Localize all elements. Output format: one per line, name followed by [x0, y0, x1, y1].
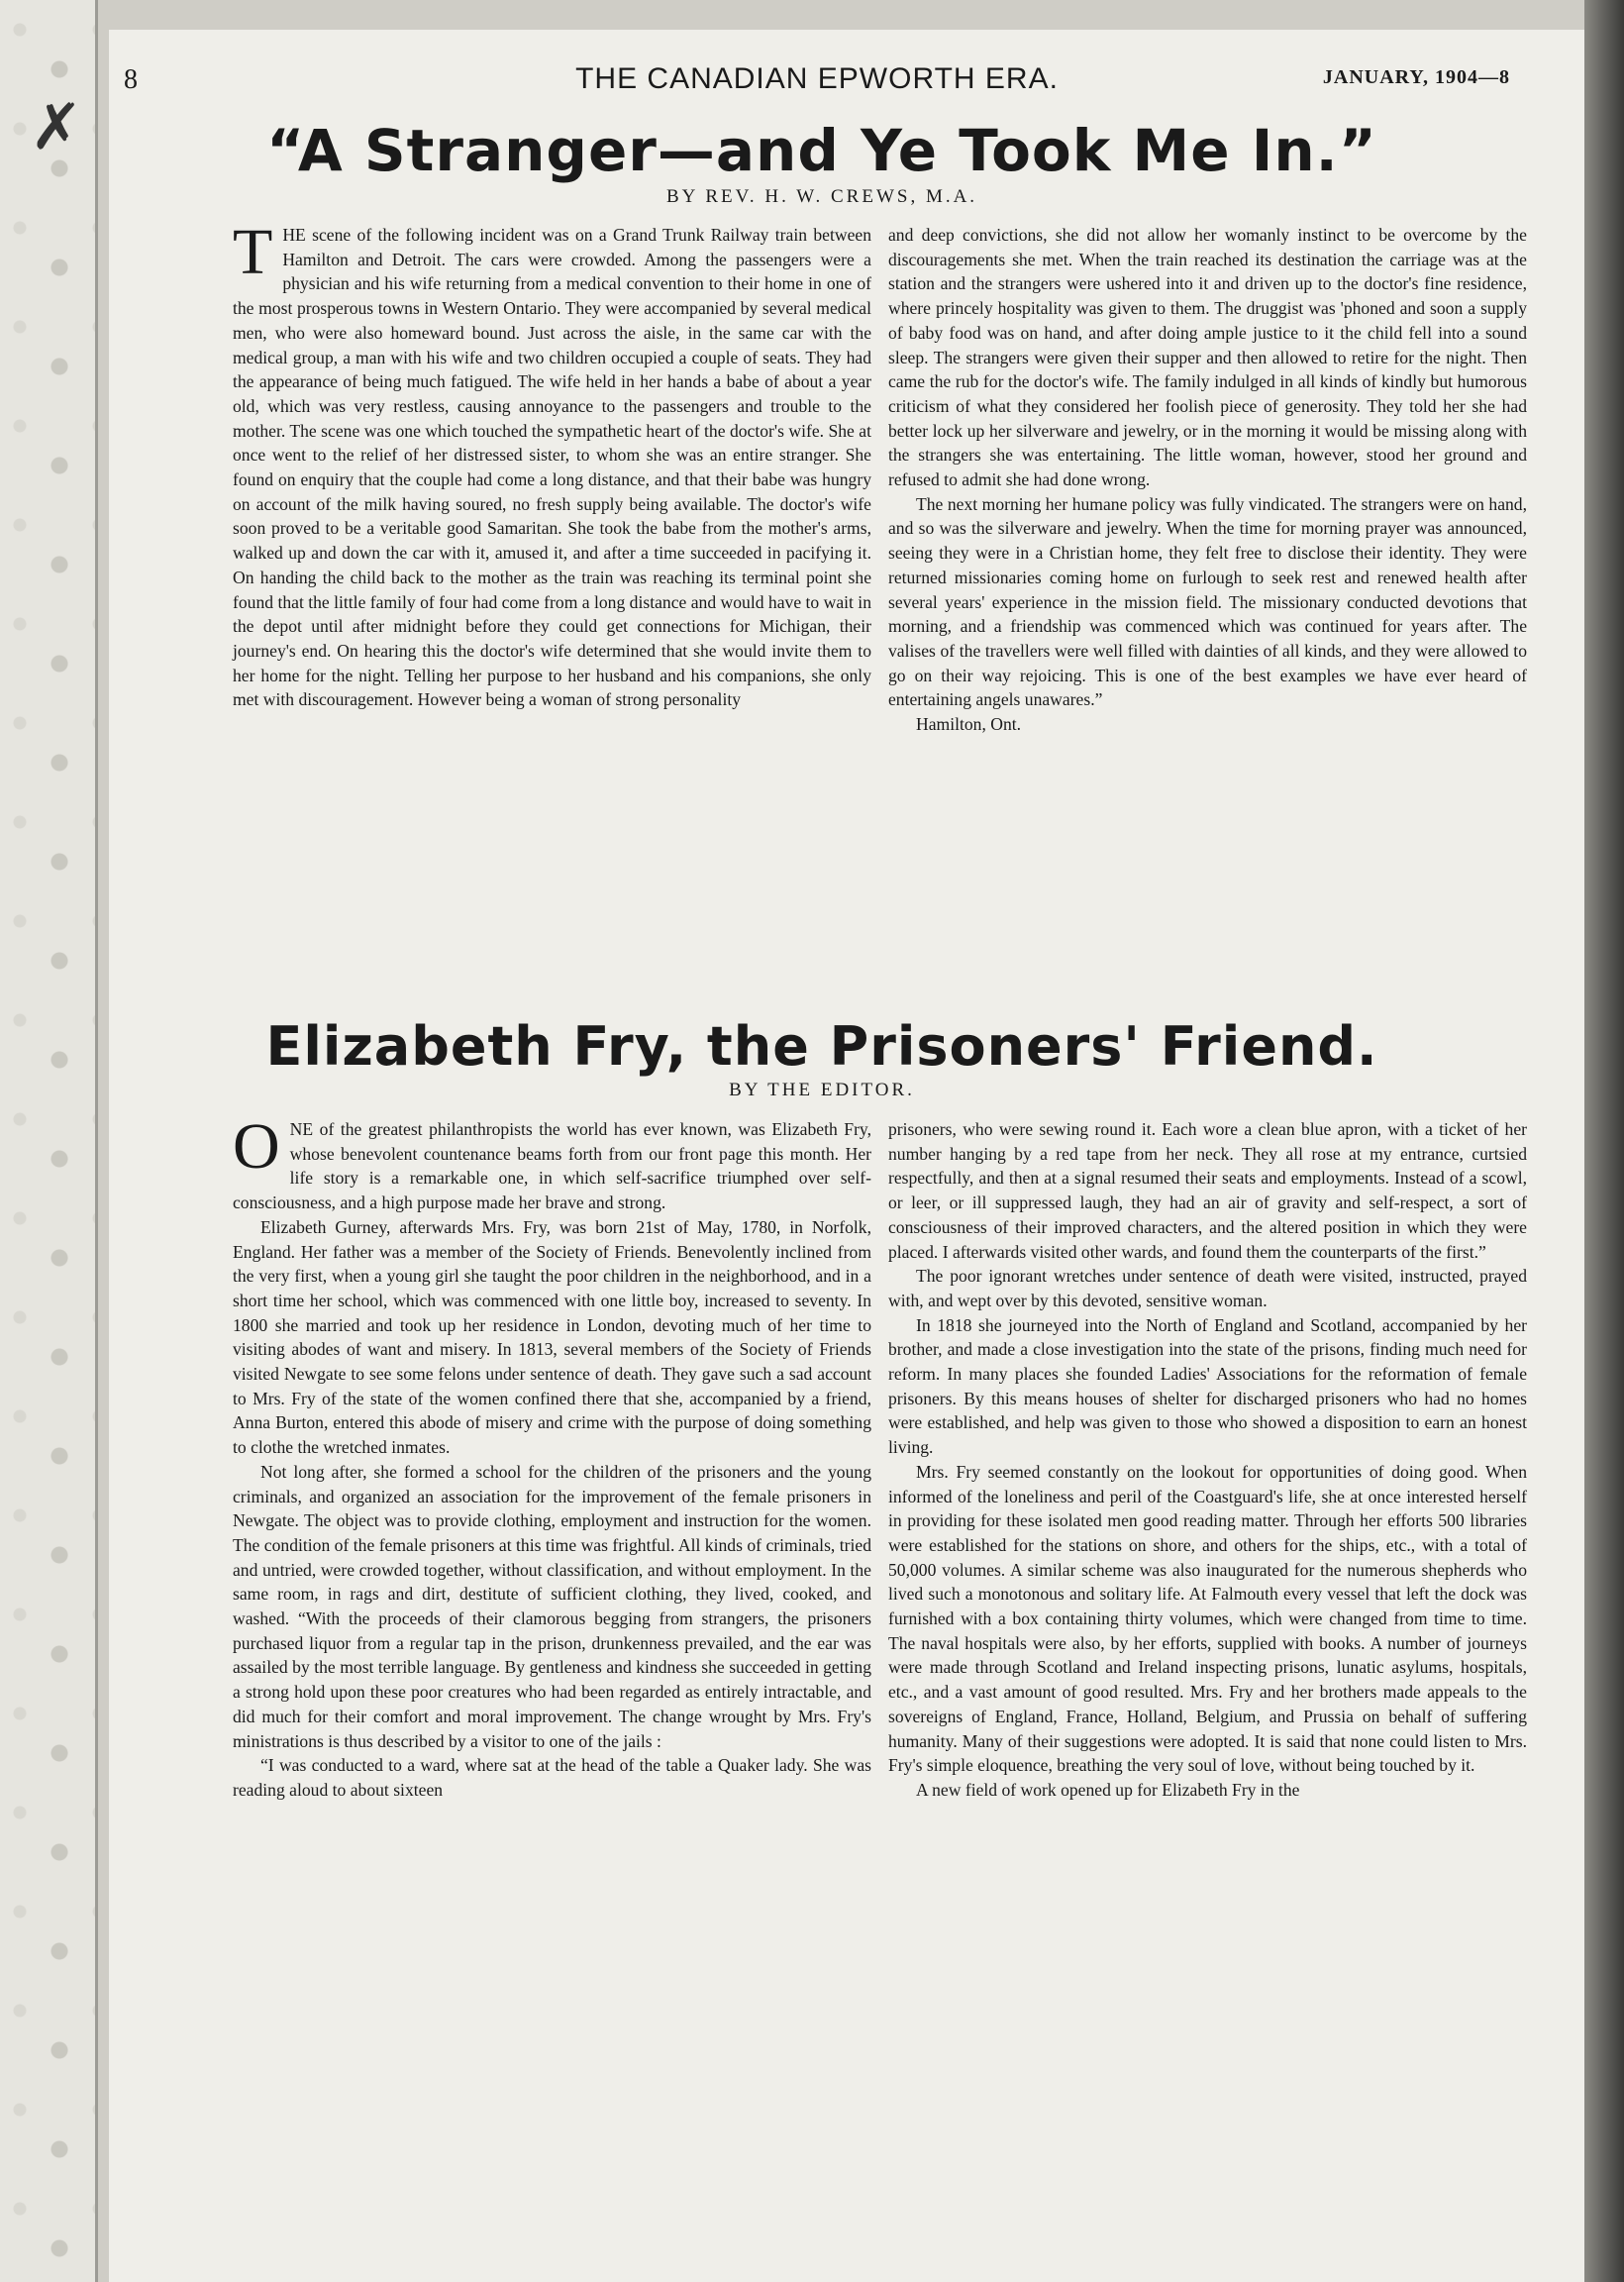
paragraph: Mrs. Fry seemed constantly on the lookout for opportunities of doing good. When informed of the loneliness and peril of the Coastguard's life, she at once interested herself in providing for these isolated men good reading matter. Through her efforts 500 libraries were established for the stations on shore, and others for the ships, etc., with a total of 50,000 volumes. A similar scheme was also inaugurated for the numerous shepherds who lived such a monotonous and solitary life. At Falmouth every vessel that left the dock was furnished with a box containing thirty volumes, which were changed from time to time. The naval hospitals were also, by her efforts, supplied with books. A number of journeys were made through Scotland and Ireland inspecting prisons, lunatic asylums, hospitals, etc., and a vast amount of good resulted. Mrs. Fry and her brothers made appeals to the sovereigns of England, France, Holland, Belgium, and Prussia on behalf of suffering humanity. Many of their suggestions were adopted. It is said that none could listen to Mrs. Fry's simple eloquence, breathing the very soul of love, without being touched by it.	[888, 1461, 1527, 1776]
pencil-mark: ✗	[30, 91, 83, 164]
paragraph: ONE of the greatest philanthropists the world has ever known, was Elizabeth Fry, whose benevolent countenance beams forth from our front page this month. Her life story is a remarkable one, in which self-sacrifice triumphed over self-consciousness, and a high purpose made her brave and strong.	[233, 1110, 871, 1213]
paragraph: The poor ignorant wretches under sentence of death were visited, instructed, prayed with, and wept over by this devoted, sensitive woman.	[888, 1266, 1527, 1310]
signature: Hamilton, Ont.	[916, 714, 1022, 735]
article-title-fry: Elizabeth Fry, the Prisoners' Friend.	[265, 1015, 1378, 1078]
paragraph: and deep convictions, she did not allow her womanly instinct to be overcome by the discouragements she met. When the train reached its destination the carriage was at the station and the strangers were ushered into it and driven up to the doctor's fine residence, where princely hospitality was given to them. The druggist was 'phoned and soon a supply of baby food was on hand, and after doing ample justice to it the child fell into a sound sleep. The strangers were given their supper and then allowed to retire for the night. Then came the rub for the doctor's wife. The family indulged in all kinds of kindly but humorous criticism of what they considered her foolish piece of generosity. They told her she had better lock up her silverware and jewelry, or in the morning it would be missing along with the strangers she was entertaining. The little woman, however, stood her ground and refused to admit she had done wrong.	[888, 225, 1527, 490]
paragraph: A new field of work opened up for Elizabeth Fry in the	[916, 1779, 1300, 1800]
paragraph: “I was conducted to a ward, where sat at the head of the table a Quaker lady. She was reading aloud to about sixteen	[233, 1755, 871, 1800]
journal-title: THE CANADIAN EPWORTH ERA.	[575, 62, 1059, 95]
drop-cap: T	[233, 216, 273, 288]
article-stranger-column-2	[888, 223, 1527, 737]
article-stranger-column-1	[233, 216, 871, 712]
drop-cap: O	[233, 1110, 280, 1183]
page-header	[124, 45, 1510, 94]
paragraph: Not long after, she formed a school for the children of the prisoners and the young criminals, and organized an association for the improvement of the female prisoners in Newgate. The object was to provide clothing, employment and instruction for the women. The condition of the female prisoners at this time was frightful. All kinds of criminals, tried and untried, were crowded together, without classification, and without employment. In the same room, in rags and dirt, destitute of sufficient clothing, they lived, cooked, and washed. “With the proceeds of their clamorous begging from strangers, the prisoners purchased liquor from a regular tap in the prison, drunkenness prevailed, and the ear was assailed by the most terrible language. By gentleness and kindness she succeeded in getting a strong hold upon these poor creatures who had been regarded as entirely intractable, and did much for their comfort and moral improvement. The change wrought by Mrs. Fry's ministrations is thus described by a visitor to one of the jails :	[233, 1461, 871, 1751]
issue-date: JANUARY, 1904—8	[1322, 66, 1510, 88]
page-binding	[0, 0, 98, 2282]
article-fry-column-2	[888, 1117, 1527, 1803]
paragraph: In 1818 she journeyed into the North of England and Scotland, accompanied by her brother, and made a close investigation into the state of the prisons, finding much need for reform. In many places she founded Ladies' Associations for the reformation of female prisoners. By this means houses of shelter for discharged prisoners who had no homes were established, and help was given to those who showed a disposition to earn an honest living.	[888, 1314, 1527, 1458]
paragraph: The next morning her humane policy was fully vindicated. The strangers were on hand, and so was the silverware and jewelry. When the time for morning prayer was announced, seeing they were in a Christian home, they felt free to disclose their identity. They were returned missionaries coming home on furlough to seek rest and renewed health after several years' experience in the mission field. The missionary conducted devotions that morning, and a friendship was commenced which was continued for years after. The valises of the travellers were well filled with dainties of all kinds, and they were allowed to go on their way rejoicing. This is one of the best examples we have ever heard of entertaining angels unawares.”	[888, 493, 1527, 710]
article-title-stranger: “A Stranger—and Ye Took Me In.”	[266, 117, 1377, 184]
paragraph: Elizabeth Gurney, afterwards Mrs. Fry, was born 21st of May, 1780, in Norfolk, England. Her father was a member of the Society of Friends. Benevolently inclined from the very first, when a young girl she taught the poor children in the neighborhood, and in a short time her school, which was commenced with one little boy, increased to seventy. In 1800 she married and took up her residence in London, devoting much of her time to visiting abodes of want and misery. In 1813, several members of the Society of Friends visited Newgate to see some felons under sentence of death. They gave such a sad account to Mrs. Fry of the state of the women confined there that she, accompanied by a friend, Anna Burton, entered this abode of misery and crime with the purpose of doing something to clothe the wretched inmates.	[233, 1216, 871, 1458]
paragraph: THE scene of the following incident was on a Grand Trunk Railway train between Hamilton and Detroit. The cars were crowded. Among the passengers were a physician and his wife returning from a medical convention to their home in one of the most prosperous towns in Western Ontario. They were accompanied by several medical men, who were also homeward bound. Just across the aisle, in the same car with the medical group, a man with his wife and two children occupied a couple of seats. They had the appearance of being much fatigued. The wife held in her hands a babe of about a year old, which was very restless, causing annoyance to the passengers and trouble to the mother. The scene was one which touched the sympathetic heart of the doctor's wife. She at once went to the relief of her distressed sister, to whom she was an entire stranger. She found on enquiry that the couple had come a long distance, and that their babe was hungry on account of the milk having soured, no fresh supply being available. The doctor's wife soon proved to be a veritable good Samaritan. She took the babe from the mother's arms, walked up and down the car with it, amused it, and after a time succeeded in pacifying it. On handing the child back to the mother as the train was reaching its terminal point she found that the little family of four had come from a long distance and would have to wait in the depot until after midnight before they could get connections for Michigan, their journey's end. On hearing this the doctor's wife determined that she would invite them to her home for the night. Telling her purpose to her husband and his companions, she only met with discouragement. However being a woman of strong personality	[233, 216, 871, 710]
paragraph: prisoners, who were sewing round it. Each wore a clean blue apron, with a ticket of her number hanging by a red tape from her neck. They all rose at my entrance, curtsied respectfully, and then at a signal resumed their seats and employments. Instead of a scowl, or leer, or ill suppressed laugh, they had an air of gravity and self-respect, a sort of consciousness of their improved characters, and the altered position in which they were placed. I afterwards visited other wards, and found them the counterparts of the first.”	[888, 1119, 1527, 1262]
page-edge	[1584, 0, 1624, 2282]
article-byline-fry: BY THE EDITOR.	[729, 1080, 915, 1100]
article-fry-column-1	[233, 1110, 871, 1803]
article-byline-stranger: BY REV. H. W. CREWS, M.A.	[665, 186, 978, 207]
page-number: 8	[124, 64, 138, 95]
